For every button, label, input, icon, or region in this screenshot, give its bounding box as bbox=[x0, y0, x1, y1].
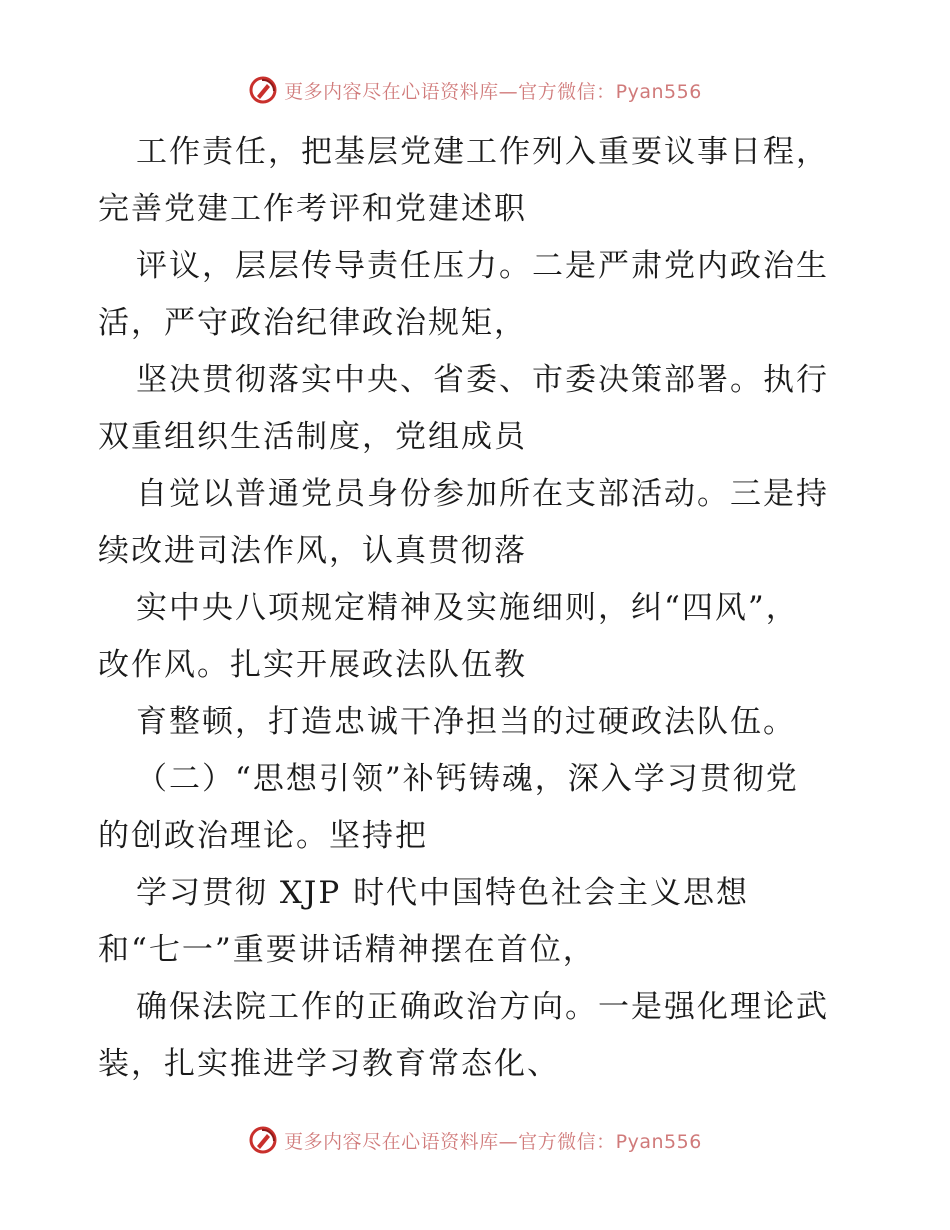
text-line: 育整顿，打造忠诚干净担当的过硬政法队伍。 bbox=[136, 704, 796, 740]
text-line: 的创政治理论。坚持把 bbox=[98, 818, 428, 854]
text-line: （二）“思想引领”补钙铸魂，深入学习贯彻党 bbox=[136, 761, 799, 797]
text-line: 自觉以普通党员身份参加所在支部活动。三是持 bbox=[136, 476, 829, 512]
text-line: 确保法院工作的正确政治方向。一是强化理论武 bbox=[136, 989, 829, 1025]
pen-nib-icon bbox=[248, 75, 278, 105]
text-line: 评议，层层传导责任压力。二是严肃党内政治生 bbox=[136, 248, 829, 284]
text-line: 学习贯彻 XJP 时代中国特色社会主义思想 bbox=[136, 875, 750, 911]
header-watermark bbox=[0, 70, 950, 110]
text-line: 续改进司法作风，认真贯彻落 bbox=[98, 533, 527, 569]
text-line: 装，扎实推进学习教育常态化、 bbox=[98, 1046, 560, 1082]
footer-watermark bbox=[0, 1120, 950, 1160]
text-line: 改作风。扎实开展政法队伍教 bbox=[98, 647, 527, 683]
pen-nib-icon bbox=[248, 1125, 278, 1155]
text-line: 坚决贯彻落实中央、省委、市委决策部署。执行 bbox=[136, 362, 829, 398]
watermark-text: 更多内容尽在心语资料库—官方微信：Pyan556 bbox=[284, 80, 702, 103]
text-line: 活，严守政治纪律政治规矩， bbox=[98, 305, 527, 341]
watermark-text: 更多内容尽在心语资料库—官方微信：Pyan556 bbox=[284, 1130, 702, 1153]
text-line: 完善党建工作考评和党建述职 bbox=[98, 191, 527, 227]
text-line: 和“七一”重要讲话精神摆在首位， bbox=[98, 932, 596, 968]
document-body bbox=[98, 124, 858, 1093]
text-line: 实中央八项规定精神及实施细则，纠“四风”， bbox=[136, 590, 799, 626]
text-line: 双重组织生活制度，党组成员 bbox=[98, 419, 527, 455]
text-line: 工作责任，把基层党建工作列入重要议事日程， bbox=[136, 134, 829, 170]
